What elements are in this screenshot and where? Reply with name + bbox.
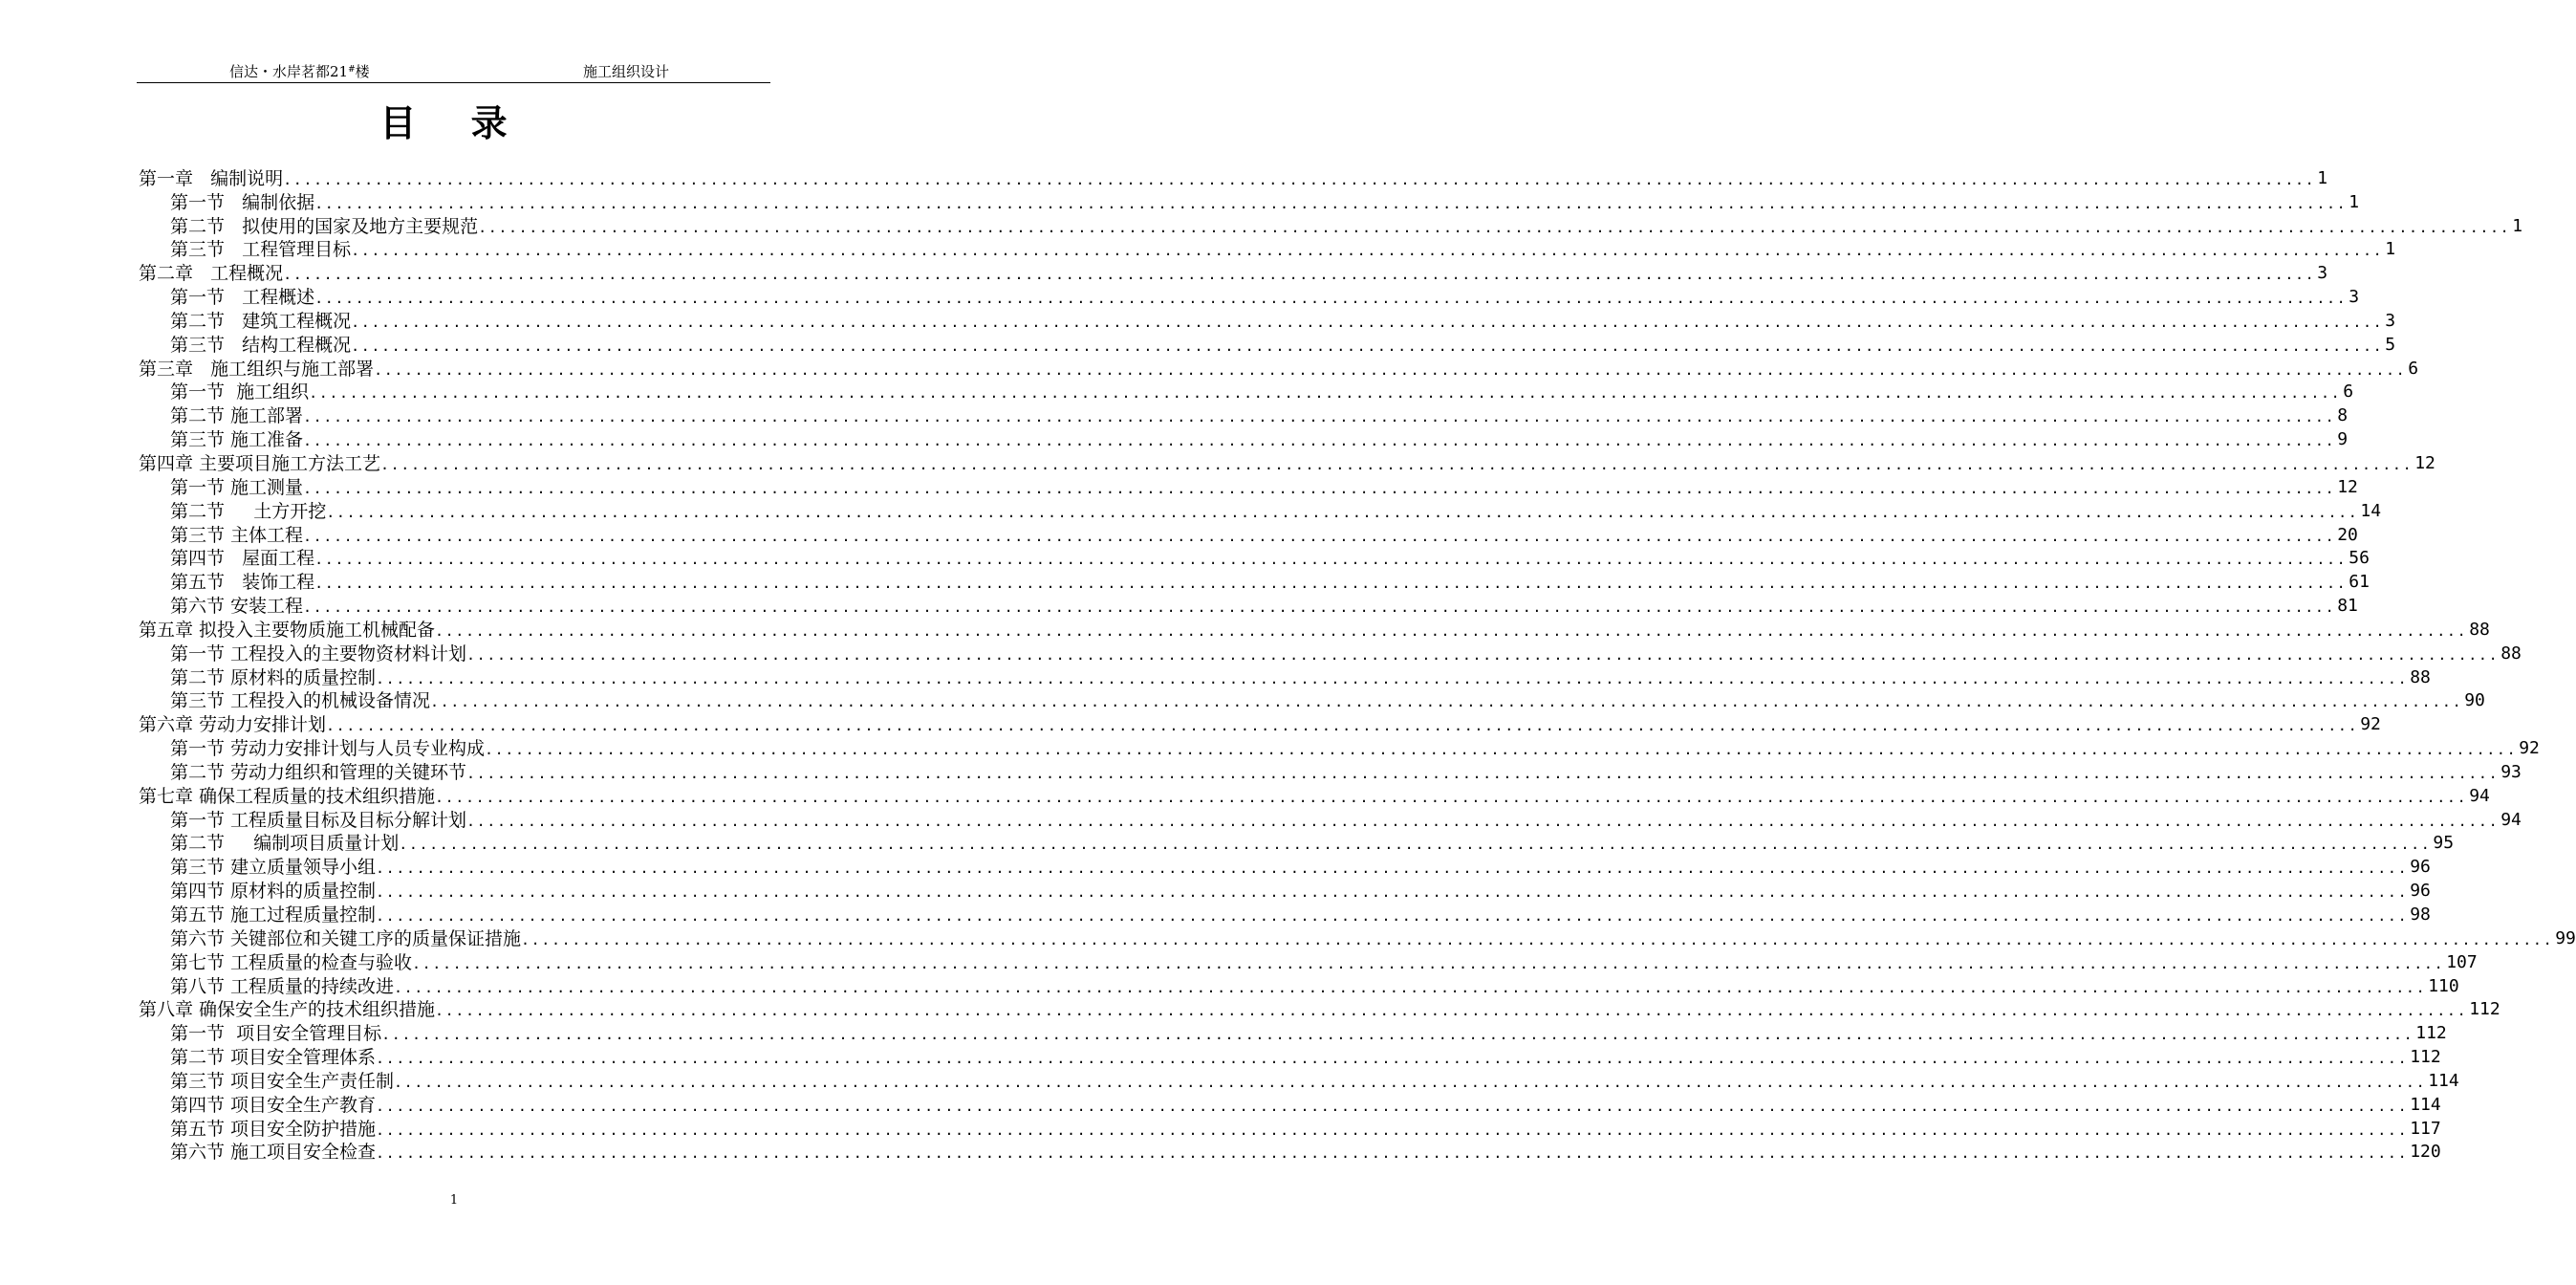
toc-page-number: 14 bbox=[2360, 500, 2382, 521]
toc-section-entry[interactable] bbox=[139, 902, 2431, 926]
toc-entry-title: 第二章 工程概况 bbox=[139, 263, 284, 285]
toc-section-entry[interactable] bbox=[139, 831, 2455, 855]
toc-entry-title: 第二节 土方开挖 bbox=[170, 500, 327, 522]
page-title: 目 录 bbox=[379, 101, 529, 144]
toc-page-number: 114 bbox=[2410, 1094, 2441, 1115]
toc-entry-title: 第一节 施工测量 bbox=[170, 476, 304, 498]
toc-chapter-entry[interactable] bbox=[139, 997, 2500, 1021]
page-number: 1 bbox=[449, 1193, 459, 1208]
toc-entry-title: 第一节 工程投入的主要物资材料计划 bbox=[170, 642, 467, 664]
toc-page-number: 1 bbox=[2349, 191, 2360, 212]
toc-section-entry[interactable] bbox=[139, 1092, 2441, 1116]
toc-section-entry[interactable] bbox=[139, 807, 2522, 831]
toc-leader-dots: ........................................................................................................................................................................................................ bbox=[303, 527, 2336, 545]
toc-leader-dots: ........................................................................................................................................................................................................ bbox=[351, 242, 2384, 260]
toc-section-entry[interactable] bbox=[139, 593, 2358, 618]
toc-page-number: 3 bbox=[2385, 310, 2396, 331]
toc-section-entry[interactable] bbox=[139, 498, 2382, 522]
toc-leader-dots: ........................................................................................................................................................................................................ bbox=[381, 1026, 2414, 1044]
toc-leader-dots: ........................................................................................................................................................................................................ bbox=[376, 860, 2409, 878]
toc-section-entry[interactable] bbox=[139, 664, 2431, 688]
toc-entry-title: 第四节 原材料的质量控制 bbox=[170, 881, 377, 903]
toc-page-number: 98 bbox=[2410, 904, 2431, 925]
toc-leader-dots: ........................................................................................................................................................................................................ bbox=[326, 717, 2359, 735]
toc-leader-dots: ........................................................................................................................................................................................................ bbox=[376, 907, 2409, 925]
toc-page-number: 9 bbox=[2337, 429, 2349, 450]
toc-section-entry[interactable] bbox=[139, 569, 2370, 594]
toc-entry-title: 第一章 编制说明 bbox=[139, 167, 284, 189]
toc-entry-title: 第一节 编制依据 bbox=[170, 191, 315, 213]
toc-leader-dots: ........................................................................................................................................................................................................ bbox=[303, 432, 2336, 450]
toc-leader-dots: ........................................................................................................................................................................................................ bbox=[376, 1097, 2409, 1115]
toc-leader-dots: ........................................................................................................................................................................................................ bbox=[380, 455, 2414, 473]
toc-entry-title: 第三节 主体工程 bbox=[170, 524, 304, 546]
toc-page-number: 3 bbox=[2317, 263, 2328, 284]
toc-page-number: 110 bbox=[2428, 975, 2459, 996]
toc-page-number: 61 bbox=[2349, 572, 2370, 593]
toc-page-number: 20 bbox=[2337, 524, 2358, 545]
toc-leader-dots: ........................................................................................................................................................................................................ bbox=[399, 836, 2432, 854]
toc-section-entry[interactable] bbox=[139, 522, 2358, 546]
toc-leader-dots: ........................................................................................................................................................................................................ bbox=[314, 551, 2348, 569]
toc-leader-dots: ........................................................................................................................................................................................................ bbox=[412, 954, 2445, 972]
toc-entry-title: 第六节 施工项目安全检查 bbox=[170, 1142, 377, 1164]
toc-page-number: 92 bbox=[2519, 738, 2540, 759]
toc-page-number: 1 bbox=[2512, 215, 2523, 236]
toc-entry-title: 第六节 安装工程 bbox=[170, 596, 304, 618]
header-project-name bbox=[229, 61, 370, 81]
toc-leader-dots: ........................................................................................................................................................................................................ bbox=[376, 883, 2409, 902]
toc-page-number: 8 bbox=[2337, 405, 2349, 426]
toc-page-number: 107 bbox=[2446, 951, 2478, 972]
toc-page-number: 6 bbox=[2408, 358, 2419, 379]
toc-entry-title: 第二节 施工部署 bbox=[170, 405, 304, 427]
toc-chapter-entry[interactable] bbox=[139, 783, 2490, 807]
toc-leader-dots: ........................................................................................................................................................................................................ bbox=[351, 337, 2384, 355]
toc-entry-title: 第一节 施工组织 bbox=[170, 381, 310, 403]
toc-entry-title: 第一节 工程质量目标及目标分解计划 bbox=[170, 809, 467, 831]
toc-leader-dots: ........................................................................................................................................................................................................ bbox=[435, 788, 2468, 806]
toc-chapter-entry[interactable] bbox=[139, 711, 2381, 736]
toc-chapter-entry[interactable] bbox=[139, 356, 2419, 380]
toc-leader-dots: ........................................................................................................................................................................................................ bbox=[303, 479, 2336, 497]
toc-page-number: 99 bbox=[2555, 927, 2576, 948]
toc-leader-dots: ........................................................................................................................................................................................................ bbox=[376, 1050, 2409, 1068]
toc-section-entry[interactable] bbox=[139, 1068, 2459, 1092]
toc-leader-dots: ........................................................................................................................................................................................................ bbox=[283, 266, 2316, 284]
toc-section-entry[interactable] bbox=[139, 237, 2396, 261]
toc-entry-title: 第二节 项目安全管理体系 bbox=[170, 1047, 377, 1069]
toc-leader-dots: ........................................................................................................................................................................................................ bbox=[466, 764, 2500, 782]
table-of-contents bbox=[139, 165, 2576, 1164]
toc-section-entry[interactable] bbox=[139, 332, 2396, 356]
toc-entry-title: 第三节 施工准备 bbox=[170, 429, 304, 451]
toc-entry-title: 第三节 建立质量领导小组 bbox=[170, 857, 377, 879]
toc-section-entry[interactable] bbox=[139, 688, 2485, 712]
toc-page-number: 114 bbox=[2428, 1070, 2459, 1091]
toc-section-entry[interactable] bbox=[139, 213, 2523, 237]
toc-leader-dots: ........................................................................................................................................................................................................ bbox=[485, 741, 2518, 759]
toc-page-number: 3 bbox=[2349, 287, 2360, 308]
toc-leader-dots: ........................................................................................................................................................................................................ bbox=[466, 812, 2500, 830]
toc-chapter-entry[interactable] bbox=[139, 260, 2328, 285]
toc-page-number: 112 bbox=[2469, 999, 2500, 1020]
toc-leader-dots: ........................................................................................................................................................................................................ bbox=[314, 575, 2348, 593]
toc-page-number: 12 bbox=[2414, 452, 2435, 473]
toc-chapter-entry[interactable] bbox=[139, 617, 2490, 641]
toc-entry-title: 第三章 施工组织与施工部署 bbox=[139, 358, 375, 380]
toc-entry-title: 第五节 施工过程质量控制 bbox=[170, 904, 377, 926]
toc-leader-dots: ........................................................................................................................................................................................................ bbox=[283, 170, 2316, 188]
toc-entry-title: 第一节 工程概述 bbox=[170, 287, 315, 309]
toc-page-number: 96 bbox=[2410, 857, 2431, 878]
toc-leader-dots: ........................................................................................................................................................................................................ bbox=[466, 645, 2500, 664]
toc-entry-title: 第七章 确保工程质量的技术组织措施 bbox=[139, 785, 436, 807]
toc-leader-dots: ........................................................................................................................................................................................................ bbox=[376, 669, 2409, 687]
toc-leader-dots: ........................................................................................................................................................................................................ bbox=[303, 599, 2336, 617]
toc-section-entry[interactable] bbox=[139, 735, 2540, 760]
toc-page-number: 95 bbox=[2433, 833, 2455, 854]
toc-section-entry[interactable] bbox=[139, 949, 2478, 973]
toc-leader-dots: ........................................................................................................................................................................................................ bbox=[435, 621, 2468, 640]
toc-entry-title: 第二节 编制项目质量计划 bbox=[170, 833, 400, 855]
toc-page-number: 112 bbox=[2415, 1023, 2447, 1044]
toc-entry-title: 第二节 原材料的质量控制 bbox=[170, 666, 377, 688]
toc-entry-title: 第四章 主要项目施工方法工艺 bbox=[139, 452, 381, 474]
toc-section-entry[interactable] bbox=[139, 926, 2576, 949]
toc-entry-title: 第二节 拟使用的国家及地方主要规范 bbox=[170, 215, 479, 237]
toc-leader-dots: ........................................................................................................................................................................................................ bbox=[303, 408, 2336, 426]
toc-entry-title: 第一节 劳动力安排计划与人员专业构成 bbox=[170, 738, 486, 760]
toc-page-number: 5 bbox=[2385, 334, 2396, 355]
toc-section-entry[interactable] bbox=[139, 1044, 2441, 1069]
toc-entry-title: 第六节 关键部位和关键工序的质量保证措施 bbox=[170, 927, 522, 949]
toc-section-entry[interactable] bbox=[139, 284, 2360, 309]
header-project-suffix: 楼 bbox=[355, 63, 370, 80]
toc-page-number: 93 bbox=[2500, 761, 2522, 782]
toc-page-number: 56 bbox=[2349, 548, 2370, 569]
toc-section-entry[interactable] bbox=[139, 1020, 2447, 1045]
header-project-sup: # bbox=[348, 65, 356, 75]
toc-entry-title: 第八章 确保安全生产的技术组织措施 bbox=[139, 999, 436, 1021]
toc-leader-dots: ........................................................................................................................................................................................................ bbox=[394, 978, 2427, 996]
toc-page-number: 94 bbox=[2469, 785, 2490, 806]
toc-page-number: 120 bbox=[2410, 1142, 2441, 1163]
toc-leader-dots: ........................................................................................................................................................................................................ bbox=[376, 1144, 2409, 1163]
toc-entry-title: 第四节 项目安全生产教育 bbox=[170, 1094, 377, 1116]
toc-entry-title: 第六章 劳动力安排计划 bbox=[139, 714, 327, 736]
toc-leader-dots: ........................................................................................................................................................................................................ bbox=[394, 1073, 2427, 1091]
toc-entry-title: 第一节 项目安全管理目标 bbox=[170, 1023, 382, 1045]
toc-page-number: 81 bbox=[2337, 596, 2358, 617]
toc-leader-dots: ........................................................................................................................................................................................................ bbox=[326, 503, 2359, 521]
toc-entry-title: 第二节 建筑工程概况 bbox=[170, 310, 352, 332]
toc-section-entry[interactable] bbox=[139, 546, 2370, 570]
toc-leader-dots: ........................................................................................................................................................................................................ bbox=[314, 290, 2348, 308]
toc-leader-dots: ........................................................................................................................................................................................................ bbox=[521, 930, 2554, 948]
toc-section-entry[interactable] bbox=[139, 308, 2396, 332]
toc-section-entry[interactable] bbox=[139, 759, 2522, 783]
toc-leader-dots: ........................................................................................................................................................................................................ bbox=[351, 313, 2384, 331]
toc-entry-title: 第三节 工程投入的机械设备情况 bbox=[170, 690, 431, 712]
toc-page-number: 92 bbox=[2360, 714, 2381, 735]
toc-section-entry[interactable] bbox=[139, 641, 2522, 664]
page-header bbox=[137, 59, 770, 83]
toc-section-entry[interactable] bbox=[139, 854, 2431, 879]
toc-leader-dots: ........................................................................................................................................................................................................ bbox=[314, 194, 2348, 212]
toc-chapter-entry[interactable] bbox=[139, 165, 2328, 189]
toc-page-number: 112 bbox=[2410, 1047, 2441, 1068]
toc-section-entry[interactable] bbox=[139, 380, 2354, 403]
toc-entry-title: 第三节 结构工程概况 bbox=[170, 334, 352, 356]
toc-entry-title: 第五节 项目安全防护措施 bbox=[170, 1118, 377, 1140]
toc-entry-title: 第二节 劳动力组织和管理的关键环节 bbox=[170, 761, 467, 783]
toc-section-entry[interactable] bbox=[139, 403, 2349, 427]
toc-leader-dots: ........................................................................................................................................................................................................ bbox=[309, 384, 2342, 403]
toc-section-entry[interactable] bbox=[139, 973, 2459, 997]
toc-entry-title: 第三节 工程管理目标 bbox=[170, 239, 352, 261]
toc-page-number: 88 bbox=[2500, 642, 2522, 664]
toc-page-number: 96 bbox=[2410, 881, 2431, 902]
toc-page-number: 12 bbox=[2337, 476, 2358, 497]
toc-entry-title: 第五章 拟投入主要物质施工机械配备 bbox=[139, 619, 436, 641]
toc-chapter-entry[interactable] bbox=[139, 450, 2435, 474]
toc-page-number: 90 bbox=[2464, 690, 2485, 711]
toc-leader-dots: ........................................................................................................................................................................................................ bbox=[374, 360, 2407, 379]
toc-leader-dots: ........................................................................................................................................................................................................ bbox=[376, 1121, 2409, 1139]
header-doc-type: 施工组织设计 bbox=[583, 63, 670, 80]
toc-entry-title: 第五节 装饰工程 bbox=[170, 572, 315, 594]
toc-page-number: 88 bbox=[2469, 619, 2490, 640]
toc-entry-title: 第三节 项目安全生产责任制 bbox=[170, 1070, 395, 1092]
toc-page-number: 94 bbox=[2500, 809, 2522, 830]
toc-section-entry[interactable] bbox=[139, 1140, 2441, 1164]
toc-section-entry[interactable] bbox=[139, 878, 2431, 903]
toc-page-number: 1 bbox=[2317, 167, 2328, 188]
toc-entry-title: 第四节 屋面工程 bbox=[170, 548, 315, 570]
toc-page-number: 1 bbox=[2385, 239, 2396, 260]
toc-leader-dots: ........................................................................................................................................................................................................ bbox=[435, 1002, 2468, 1020]
toc-entry-title: 第八节 工程质量的持续改进 bbox=[170, 975, 395, 997]
toc-page-number: 117 bbox=[2410, 1118, 2441, 1139]
toc-leader-dots: ........................................................................................................................................................................................................ bbox=[478, 218, 2511, 236]
header-project-text: 信达・水岸茗都21 bbox=[229, 63, 349, 80]
toc-entry-title: 第七节 工程质量的检查与验收 bbox=[170, 951, 413, 973]
toc-leader-dots: ........................................................................................................................................................................................................ bbox=[430, 693, 2463, 711]
toc-page-number: 6 bbox=[2343, 381, 2354, 403]
toc-section-entry[interactable] bbox=[139, 426, 2349, 451]
toc-section-entry[interactable] bbox=[139, 1116, 2441, 1140]
toc-page-number: 88 bbox=[2410, 666, 2431, 687]
toc-section-entry[interactable] bbox=[139, 474, 2358, 498]
toc-section-entry[interactable] bbox=[139, 189, 2360, 213]
